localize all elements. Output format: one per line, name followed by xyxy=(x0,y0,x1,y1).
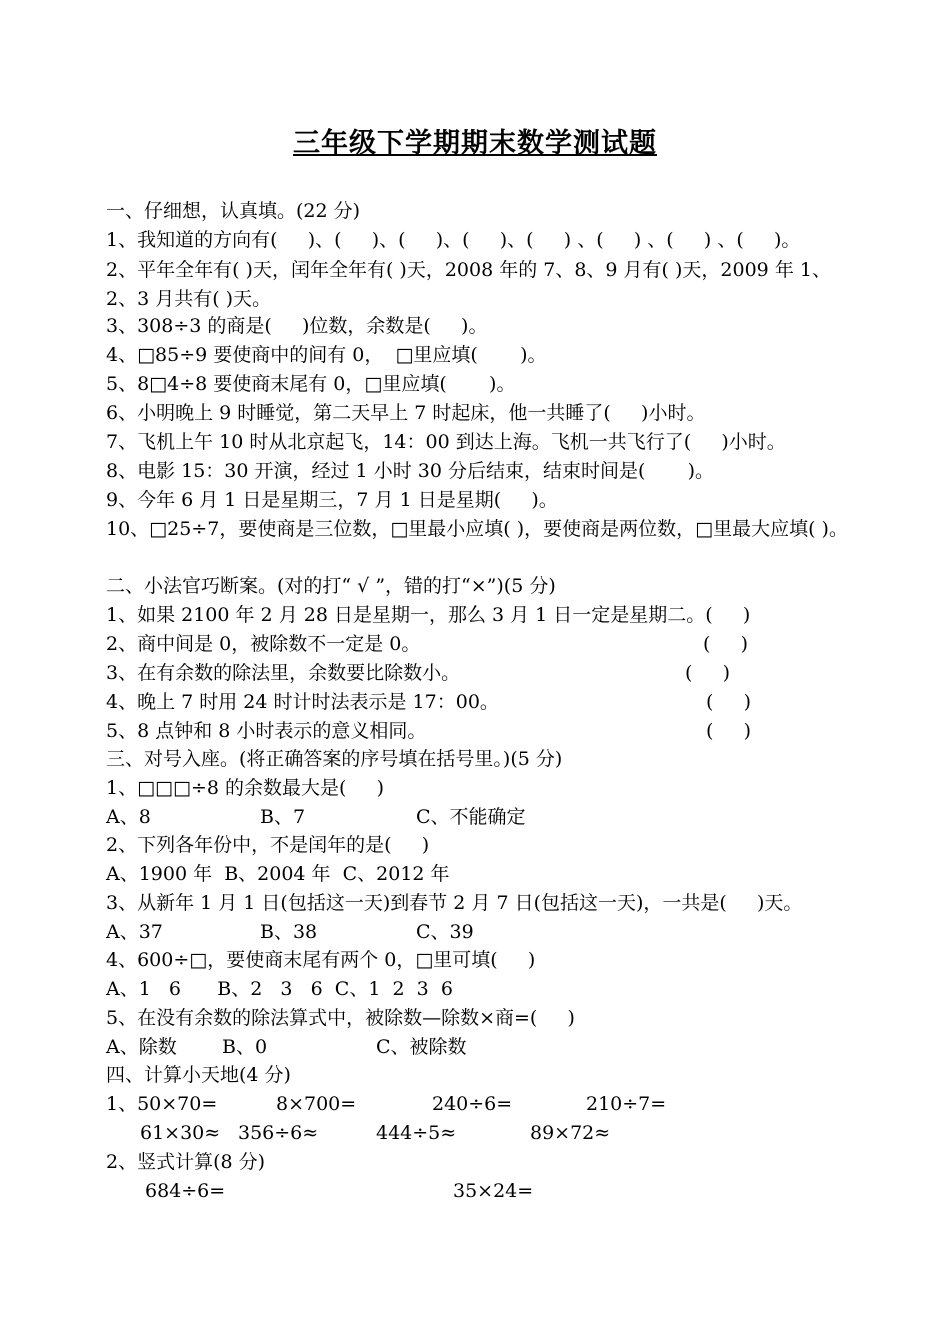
calc-2-4: 89×72≈ xyxy=(530,1122,611,1144)
choice-5-option-b: B、0 xyxy=(222,1036,268,1058)
choice-1: 1、□□□÷8 的余数最大是( ) xyxy=(106,777,385,799)
calc-1-3: 240÷6= xyxy=(432,1093,513,1115)
vertical-calc-1: 684÷6= xyxy=(145,1180,226,1202)
choice-5: 5、在没有余数的除法算式中，被除数—除数×商=( ) xyxy=(106,1007,575,1029)
calc-2-2: 356÷6≈ xyxy=(238,1122,319,1144)
section4-heading: 四、计算小天地(4 分) xyxy=(106,1064,291,1086)
choice-1-option-a: A、8 xyxy=(106,806,151,828)
vertical-calc-heading: 2、竖式计算(8 分) xyxy=(106,1151,266,1173)
section2-heading: 二、小法官巧断案。(对的打“ √ ”，错的打“×”)(5 分) xyxy=(106,575,556,597)
judge-3-bracket: ( ) xyxy=(685,662,731,684)
choice-5-option-c: C、被除数 xyxy=(376,1036,467,1058)
calc-1-1: 1、50×70= xyxy=(106,1093,218,1115)
choice-2-options: A、1900 年 B、2004 年 C、2012 年 xyxy=(106,863,450,885)
calc-1-2: 8×700= xyxy=(276,1093,357,1115)
section3-heading: 三、对号入座。(将正确答案的序号填在括号里。)(5 分) xyxy=(106,748,563,770)
question-1-7: 7、飞机上午 10 时从北京起飞，14：00 到达上海。飞机一共飞行了( )小时。 xyxy=(106,431,786,453)
vertical-calc-2: 35×24= xyxy=(453,1180,534,1202)
choice-4: 4、600÷□，要使商末尾有两个 0，□里可填( ) xyxy=(106,949,536,971)
choice-2: 2、下列各年份中，不是闰年的是( ) xyxy=(106,834,430,856)
question-1-4: 4、□85÷9 要使商中的间有 0， □里应填( )。 xyxy=(106,344,547,366)
choice-3-option-b: B、38 xyxy=(260,921,318,943)
judge-4-bracket: ( ) xyxy=(706,691,752,713)
choice-5-option-a: A、除数 xyxy=(106,1036,177,1058)
judge-5-bracket: ( ) xyxy=(706,720,752,742)
section1-heading: 一、仔细想，认真填。(22 分) xyxy=(106,200,361,222)
choice-3-option-c: C、39 xyxy=(416,921,474,943)
choice-1-option-b: B、7 xyxy=(260,806,306,828)
choice-4-options: A、1 6 B、2 3 6 C、1 2 3 6 xyxy=(106,978,453,1000)
calc-2-3: 444÷5≈ xyxy=(376,1122,457,1144)
judge-5: 5、8 点钟和 8 小时表示的意义相同。 xyxy=(106,720,427,742)
question-1-10: 10、□25÷7，要使商是三位数，□里最小应填( )，要使商是两位数，□里最大应填( )。 xyxy=(106,518,848,540)
calc-2-1: 61×30≈ xyxy=(140,1122,221,1144)
question-1-9: 9、今年 6 月 1 日是星期三，7 月 1 日是星期( )。 xyxy=(106,489,558,511)
choice-1-option-c: C、不能确定 xyxy=(416,806,526,828)
question-1-5: 5、8□4÷8 要使商末尾有 0，□里应填( )。 xyxy=(106,373,516,395)
judge-3: 3、在有余数的除法里，余数要比除数小。 xyxy=(106,662,461,684)
question-1-8: 8、电影 15：30 开演，经过 1 小时 30 分后结束，结束时间是( )。 xyxy=(106,460,715,482)
question-1-6: 6、小明晚上 9 时睡觉，第二天早上 7 时起床，他一共睡了( )小时。 xyxy=(106,402,706,424)
page-title: 三年级下学期期末数学测试题 xyxy=(293,128,657,159)
judge-4: 4、晚上 7 时用 24 时计时法表示是 17：00。 xyxy=(106,691,499,713)
judge-2: 2、商中间是 0，被除数不一定是 0。 xyxy=(106,633,421,655)
judge-2-bracket: ( ) xyxy=(703,633,749,655)
calc-1-4: 210÷7= xyxy=(586,1093,667,1115)
question-1-1: 1、我知道的方向有( )、( )、( )、( )、( ) 、( ) 、( ) 、( )。 xyxy=(106,229,801,251)
question-1-2: 2、平年全年有( )天，闰年全年有( )天，2008 年的 7、8、9 月有( )天，2009 年 1、2、3 月共有( )天。 xyxy=(106,259,831,310)
question-1-3: 3、308÷3 的商是( )位数，余数是( )。 xyxy=(106,315,488,337)
judge-1: 1、如果 2100 年 2 月 28 日是星期一，那么 3 月 1 日一定是星期二。( ) xyxy=(106,604,751,626)
choice-3-option-a: A、37 xyxy=(106,921,163,943)
choice-3: 3、从新年 1 月 1 日(包括这一天)到春节 2 月 7 日(包括这一天)，一共是( )天。 xyxy=(106,892,803,914)
